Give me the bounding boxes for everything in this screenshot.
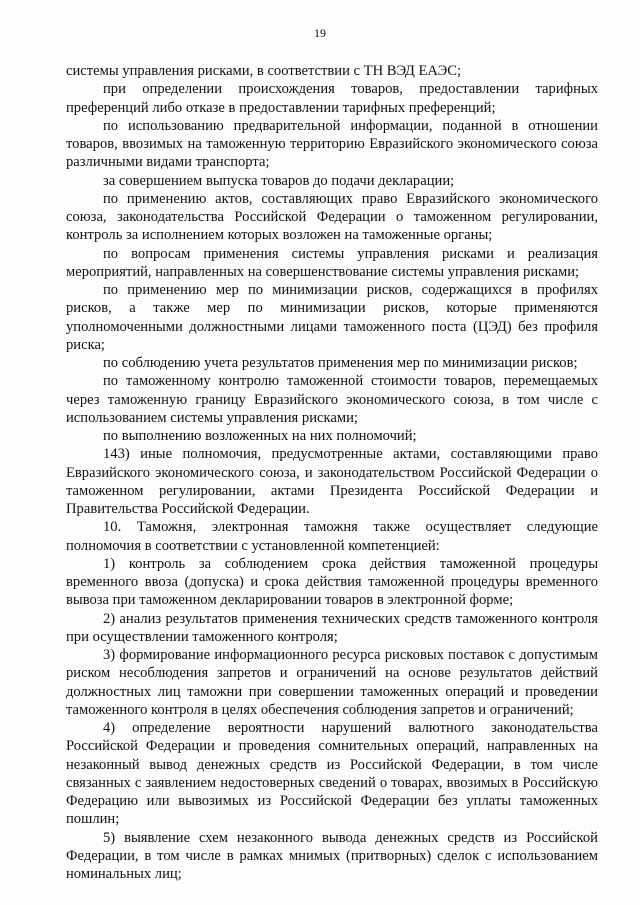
paragraph: 3) формирование информационного ресурса рисковых поставок с допустимым риском несоблюдения запретов и ограничений на основе результатов действий должностных лиц таможни при совершении таможенных операций и проведении таможенного контроля в целях обеспечения соблюдения запретов и ограничений; bbox=[66, 647, 598, 718]
paragraph: по применению актов, составляющих право Евразийского экономического союза, законодательства Российской Федерации о таможенном регулировании, контроль за исполнением которых возложен на таможенные органы; bbox=[66, 190, 598, 244]
paragraph: 10. Таможня, электронная таможня также осуществляет следующие полномочия в соответствии с установленной компетенцией: bbox=[66, 519, 598, 554]
paragraph: по вопросам применения системы управления рисками и реализация мероприятий, направленных на совершенствование системы управления рисками; bbox=[66, 245, 598, 280]
paragraph: по таможенному контролю таможенной стоимости товаров, перемещаемых через таможенную границу Евразийского экономического союза, в том числе с использованием системы управления рисками; bbox=[66, 373, 598, 426]
paragraph: по соблюдению учета результатов применения мер по минимизации рисков; bbox=[103, 355, 578, 371]
paragraph: по выполнению возложенных на них полномочий; bbox=[103, 428, 417, 444]
page-number: 19 bbox=[314, 26, 326, 40]
document-body bbox=[66, 62, 598, 883]
paragraph: 4) определение вероятности нарушений валютного законодательства Российской Федерации и проведения сомнительных операций, направленных на незаконный вывод денежных средств из Российской Федерации, в том числе связанных с заявлением недостоверных сведений о товарах, ввозимых в Российскую Федерацию или вывозимых из Российской Федерации без уплаты таможенных пошлин; bbox=[66, 720, 598, 828]
paragraph: по использованию предварительной информации, поданной в отношении товаров, ввозимых на таможенную территорию Евразийского экономического союза различными видами транспорта; bbox=[66, 117, 598, 171]
paragraph: 2) анализ результатов применения технических средств таможенного контроля при осуществлении таможенного контроля; bbox=[66, 610, 598, 645]
paragraph: системы управления рисками, в соответствии с ТН ВЭД ЕАЭС; bbox=[66, 63, 462, 79]
paragraph: при определении происхождения товаров, предоставлении тарифных преференций либо отказе в предоставлении тарифных преференций; bbox=[66, 81, 598, 116]
paragraph: 5) выявление схем незаконного вывода денежных средств из Российской Федерации, в том числе в рамках мнимых (притворных) сделок с использованием номинальных лиц; bbox=[66, 829, 598, 882]
paragraph: 143) иные полномочия, предусмотренные актами, составляющими право Евразийского экономического союза, и законодательством Российской Федерации о таможенном регулировании, актами Президента Российской Федерации и Правительства Российской Федерации. bbox=[66, 446, 598, 517]
paragraph: по применению мер по минимизации рисков, содержащихся в профилях рисков, а также мер по минимизации рисков, которые применяются уполномоченными должностными лицами таможенного поста (ЦЭД) без профиля риска; bbox=[66, 282, 598, 353]
paragraph: за совершением выпуска товаров до подачи декларации; bbox=[103, 172, 455, 189]
paragraph: 1) контроль за соблюдением срока действия таможенной процедуры временного ввоза (допуска) и срока действия таможенной процедуры временного вывоза при таможенном декларировании товаров в электронной форме; bbox=[66, 555, 598, 609]
